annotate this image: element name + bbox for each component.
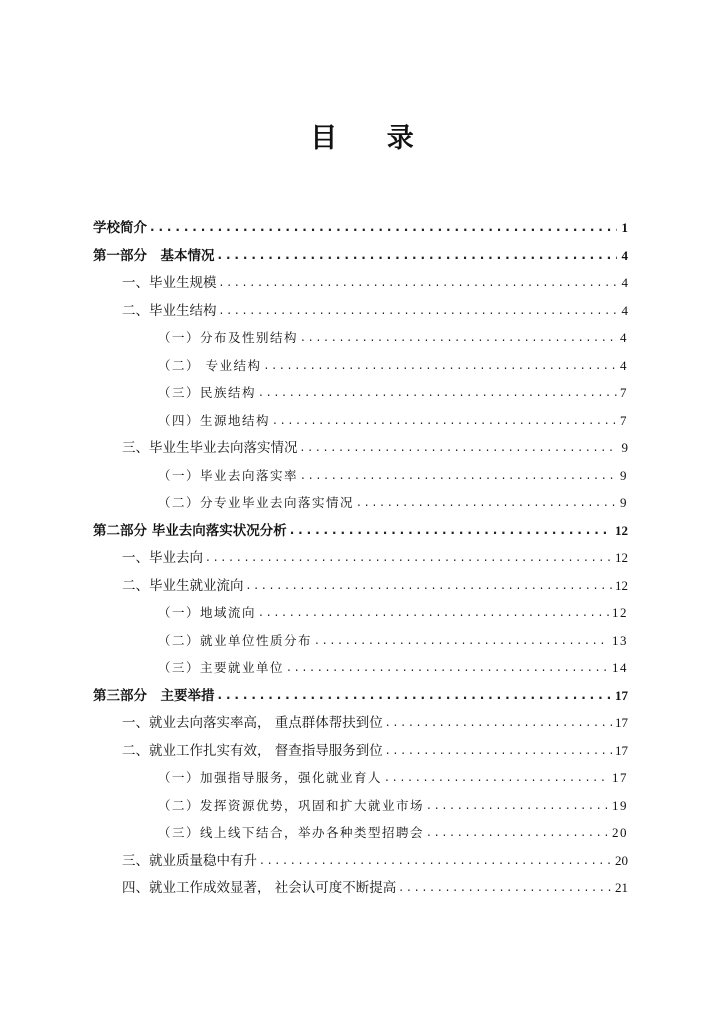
toc-page-number: 17 [615, 742, 628, 758]
toc-page-number: 7 [620, 412, 628, 428]
toc-page-number: 4 [621, 275, 628, 290]
dot-leader [290, 519, 612, 539]
toc-page-number: 4 [621, 247, 628, 263]
toc-page-number: 12 [615, 550, 628, 565]
dot-leader [386, 739, 612, 759]
toc-entry-title: 二、毕业生结构 [122, 302, 217, 319]
toc-entry[interactable] [158, 794, 628, 814]
dot-leader [206, 546, 612, 566]
toc-entry[interactable] [122, 876, 628, 896]
toc-entry[interactable] [122, 546, 628, 566]
toc-entry-title: （一）毕业去向落实率 [158, 467, 299, 483]
toc-entry-title: 三、毕业生毕业去向落实情况 [122, 440, 298, 456]
toc-page-number: 12 [615, 577, 628, 593]
toc-entry-title: 一、毕业去向 [122, 550, 203, 566]
dot-leader [220, 271, 618, 291]
dot-leader [315, 629, 609, 649]
dot-leader [264, 354, 617, 374]
toc-entry[interactable] [158, 326, 628, 346]
toc-entry-title: 二、就业工作扎实有效， 督查指导服务到位 [122, 742, 383, 759]
dot-leader [357, 491, 617, 511]
toc-entry-title: 第一部分 基本情况 [93, 247, 215, 264]
dot-leader [259, 601, 609, 621]
toc-entry-title: （二）分专业毕业去向落实情况 [158, 495, 355, 510]
toc-page-number: 17 [615, 715, 628, 730]
toc-page-number: 7 [620, 385, 628, 400]
toc-entry[interactable] [158, 409, 628, 429]
dot-leader [301, 436, 618, 456]
toc-entry[interactable] [122, 711, 628, 731]
toc-entry[interactable] [158, 491, 628, 511]
toc-page-number: 4 [620, 357, 628, 373]
dot-leader [385, 766, 609, 786]
toc-page-number: 19 [612, 797, 628, 813]
toc-page-number: 13 [612, 632, 628, 648]
dot-leader [220, 299, 618, 319]
toc-entry-title: （一）加强指导服务，强化就业育人 [158, 770, 383, 785]
dot-leader [260, 849, 612, 869]
toc-entry-title: （三）线上线下结合，举办各种类型招聘会 [158, 825, 425, 840]
toc-page-number: 12 [615, 522, 628, 538]
toc-entry-title: （一）地域流向 [158, 605, 257, 620]
dot-leader [287, 656, 609, 676]
toc-entry-title: 三、就业质量稳中有升 [122, 852, 257, 869]
toc-entry-title: 四、就业工作成效显著， 社会认可度不断提高 [122, 880, 397, 896]
toc-page-number: 9 [620, 467, 628, 483]
page-title: 目 录 [310, 123, 434, 154]
toc-entry[interactable] [158, 354, 628, 374]
dot-leader [399, 876, 612, 896]
dot-leader [386, 711, 612, 731]
toc-page-number: 9 [621, 440, 628, 455]
dot-leader [273, 409, 617, 429]
toc-entry-title: 学校简介 [93, 220, 147, 236]
dot-leader [301, 464, 617, 484]
toc-entry[interactable] [158, 601, 628, 621]
dot-leader [247, 574, 613, 594]
toc-entry-title: 第三部分 主要举措 [93, 687, 215, 704]
toc-page-number: 14 [612, 660, 628, 675]
toc-entry[interactable] [122, 849, 628, 869]
toc-page-number: 20 [612, 825, 628, 840]
toc-entry[interactable] [93, 684, 628, 704]
dot-leader [218, 244, 618, 264]
dot-leader [218, 684, 613, 704]
toc-entry[interactable] [158, 766, 628, 786]
toc-entry[interactable] [122, 739, 628, 759]
toc-page-number: 1 [621, 220, 628, 235]
toc-entry-title: 二、毕业生就业流向 [122, 577, 244, 594]
toc-entry-title: （三）民族结构 [158, 385, 257, 400]
toc-page-number: 17 [615, 687, 628, 703]
toc-page-number: 21 [615, 880, 628, 895]
toc-page-number: 9 [620, 495, 628, 510]
dot-leader [259, 381, 617, 401]
toc-entry-title: 一、就业去向落实率高， 重点群体帮扶到位 [122, 715, 383, 731]
toc-entry-title: 第二部分 毕业去向落实状况分析 [93, 522, 287, 539]
toc-entry[interactable] [93, 244, 628, 264]
toc-entry-title: （二） 专业结构 [158, 357, 262, 373]
toc-entry-title: （三）主要就业单位 [158, 660, 285, 675]
toc-page-number: 20 [615, 852, 628, 868]
toc-entry[interactable] [122, 271, 628, 291]
toc-entry-title: （二）就业单位性质分布 [158, 632, 313, 648]
dot-leader [301, 326, 617, 346]
toc-entry[interactable] [158, 821, 628, 841]
dot-leader [427, 794, 609, 814]
toc-entry[interactable] [122, 436, 628, 456]
toc-page-number: 4 [620, 330, 628, 345]
toc-entry[interactable] [93, 519, 628, 539]
toc-entry[interactable] [93, 216, 628, 236]
toc-page-number: 12 [612, 605, 628, 620]
toc-entry[interactable] [158, 464, 628, 484]
dot-leader [150, 216, 617, 236]
toc-entry-title: 一、毕业生规模 [122, 275, 217, 291]
toc-page-number: 17 [612, 770, 628, 785]
toc-entry[interactable] [122, 574, 628, 594]
toc-entry-title: （一）分布及性别结构 [158, 330, 299, 345]
toc-entry-title: （二）发挥资源优势，巩固和扩大就业市场 [158, 797, 425, 813]
toc-entry[interactable] [158, 381, 628, 401]
toc-entry[interactable] [158, 629, 628, 649]
toc-entry-title: （四）生源地结构 [158, 412, 271, 428]
toc-page-number: 4 [621, 302, 628, 318]
dot-leader [427, 821, 609, 841]
toc-entry[interactable] [122, 299, 628, 319]
toc-entry[interactable] [158, 656, 628, 676]
